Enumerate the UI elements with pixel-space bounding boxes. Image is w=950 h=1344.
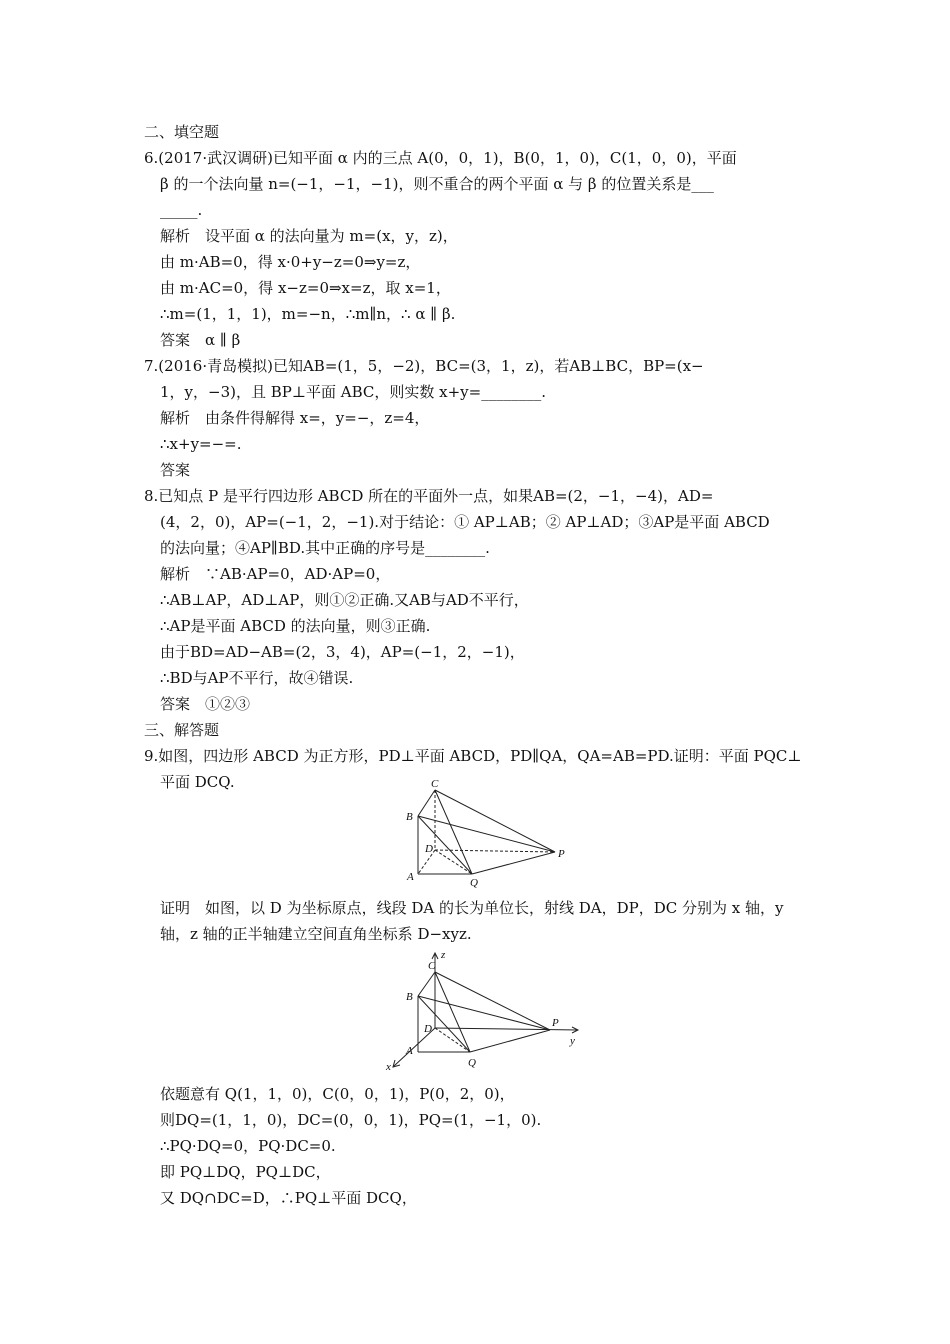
point-a-label: A [406,1045,413,1057]
point-a-label: A [407,871,414,883]
point-q-label: Q [468,1057,476,1069]
q8-solution-1: 解析 ∵AB·AP=0，AD·AP=0， [160,565,391,583]
q9-proof-3: 依题意有 Q(1，1，0)，C(0，0，1)，P(0，2，0)， [160,1085,515,1103]
point-q-label: Q [470,877,478,889]
q6-line-2: β 的一个法向量 n=(−1，−1，−1)，则不重合的两个平面 α 与 β 的位置关系是___ [160,175,714,193]
x-axis-label: x [386,1061,391,1073]
q6-solution-4: ∴m=(1，1，1)，m=−n，∴m∥n，∴ α ∥ β. [160,305,456,323]
q8-line-2: (4，2，0)，AP=(−1，2，−1).对于结论：① AP⊥AB；② AP⊥AD；③AP是平面 ABCD [160,513,770,531]
q8-line-1: 8.已知点 P 是平行四边形 ABCD 所在的平面外一点，如果AB=(2，−1，−4)，AD= [144,487,714,505]
q7-line-1: 7.(2016·青岛模拟)已知AB=(1，5，−2)，BC=(3，1，z)，若AB⊥BC，BP=(x− [144,357,704,375]
edge-bp [418,816,555,852]
edge-cp [435,790,555,852]
point-d-label: D [424,1023,432,1035]
q9-proof-2: 轴，z 轴的正半轴建立空间直角坐标系 D−xyz. [160,925,472,943]
edge-cb [418,790,435,816]
edge-qp [472,852,555,874]
edge-cp [435,972,550,1030]
edge-dp [435,850,555,852]
edge-cb [418,972,435,996]
q6-solution-1: 解析 设平面 α 的法向量为 m=(x，y，z)， [160,227,458,245]
point-b-label: B [406,811,413,823]
point-b-label: B [406,991,413,1003]
solid-figure-with-axes [380,948,590,1074]
solid-figure [400,778,580,890]
q8-solution-3: ∴AP是平面 ABCD 的法向量，则③正确. [160,617,431,635]
point-d-label: D [425,843,433,855]
section-heading-solve: 三、解答题 [144,721,220,739]
q9-proof-1: 证明 如图，以 D 为坐标原点，线段 DA 的长为单位长，射线 DA，DP，DC 分别为 x 轴，y [160,899,784,917]
z-axis-label: z [441,949,446,961]
q8-solution-2: ∴AB⊥AP，AD⊥AP，则①②正确.又AB与AD不平行， [160,591,529,609]
q7-solution-2: ∴x+y=−=. [160,435,242,453]
q9-proof-4: 则DQ=(1，1，0)，DC=(0，0，1)，PQ=(1，−1，0). [160,1111,542,1129]
edge-bp [418,996,550,1030]
point-c-label: C [431,778,439,790]
q7-line-2: 1，y，−3)，且 BP⊥平面 ABC，则实数 x+y=________. [160,383,546,401]
q6-line-3: _____. [160,201,203,219]
point-p-label: P [552,1017,559,1029]
q9-proof-6: 即 PQ⊥DQ，PQ⊥DC， [160,1163,331,1181]
edge-cq [435,790,472,874]
q7-answer: 答案 [160,461,191,479]
q8-solution-4: 由于BD=AD−AB=(2，3，4)，AP=(−1，2，−1)， [160,643,525,661]
section-heading-fill-in: 二、填空题 [144,123,220,141]
q9-line-1: 9.如图，四边形 ABCD 为正方形，PD⊥平面 ABCD，PD∥QA，QA=AB=PD.证明：平面 PQC⊥ [144,747,802,765]
q6-solution-3: 由 m·AC=0，得 x−z=0⇒x=z，取 x=1， [160,279,451,297]
q9-proof-5: ∴PQ·DQ=0，PQ·DC=0. [160,1137,336,1155]
point-p-label: P [558,848,565,860]
q8-answer: 答案 ①②③ [160,695,251,713]
point-c-label: C [428,960,436,972]
q8-solution-5: ∴BD与AP不平行，故④错误. [160,669,354,687]
q8-line-3: 的法向量；④AP∥BD.其中正确的序号是________. [160,539,490,557]
q9-line-2: 平面 DCQ. [160,773,235,791]
edge-qp [470,1030,550,1052]
q6-line-1: 6.(2017·武汉调研)已知平面 α 内的三点 A(0，0，1)，B(0，1，0)，C(1，0，0)，平面 [144,149,737,167]
q7-solution-1: 解析 由条件得解得 x=，y=−，z=4， [160,409,430,427]
q6-answer: 答案 α ∥ β [160,331,241,349]
y-axis-label: y [570,1035,575,1047]
q6-solution-2: 由 m·AB=0，得 x·0+y−z=0⇒y=z， [160,253,421,271]
q9-proof-7: 又 DQ∩DC=D，∴PQ⊥平面 DCQ， [160,1189,417,1207]
